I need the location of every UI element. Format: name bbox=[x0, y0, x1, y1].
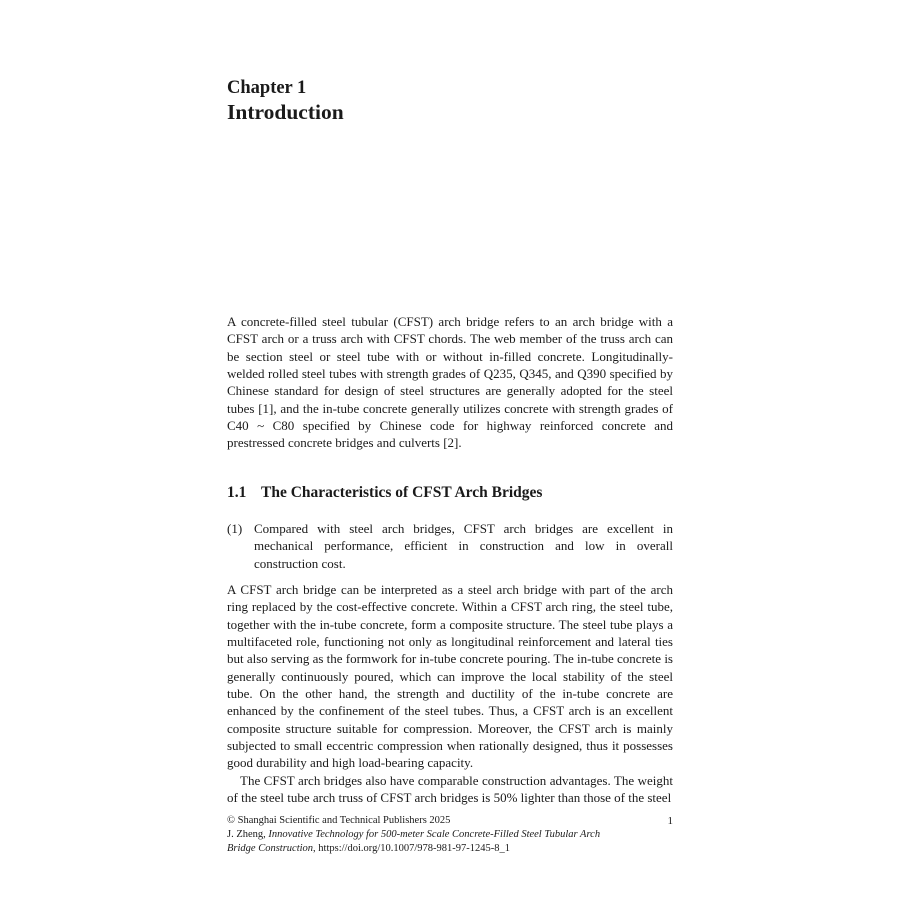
body-paragraph: The CFST arch bridges also have comparable construction advantages. The weight of the steel tube arch truss of CFST arch bridges is 50% lighter than those of the steel bbox=[227, 772, 673, 806]
list-item bbox=[227, 520, 673, 572]
citation-author: J. Zheng, bbox=[227, 829, 266, 840]
citation bbox=[227, 828, 627, 856]
chapter-title: Introduction bbox=[227, 100, 344, 124]
page-number: 1 bbox=[667, 815, 673, 827]
list-item-text: Compared with steel arch bridges, CFST arch bridges are excellent in mechanical performance, efficient in construction and low in overall construction cost. bbox=[254, 521, 673, 571]
section-number: 1.1 bbox=[227, 484, 247, 501]
citation-book-title: Innovative Technology for 500-meter Scale Concrete-Filled Steel Tubular Arch Bridge Construction bbox=[227, 829, 601, 854]
intro-paragraph: A concrete-filled steel tubular (CFST) arch bridge refers to an arch bridge with a CFST arch or a truss arch with CFST chords. The web member of the truss arch can be section steel or steel tube with or without in-filled concrete. Longitudinally-welded rolled steel tubes with strength grades of Q235, Q345, and Q390 specified by Chinese standard for design of steel structures are generally adopted for the steel tubes [1], and the in-tube concrete generally utilizes concrete with strength grades of C40 ~ C80 specified by Chinese code for highway reinforced concrete and prestressed concrete bridges and culverts [2]. bbox=[227, 314, 673, 451]
body-text bbox=[227, 581, 673, 806]
copyright-notice: © Shanghai Scientific and Technical Publishers 2025 bbox=[227, 815, 451, 826]
section-title: The Characteristics of CFST Arch Bridges bbox=[261, 484, 543, 501]
body-paragraph: A CFST arch bridge can be interpreted as a steel arch bridge with part of the arch ring replaced by the cost-effective concrete. Within a CFST arch ring, the steel tube, together with the in-tube concrete, form a composite structure. The steel tube plays a multifaceted role, functioning not only as longitudinal reinforcement and lateral ties but also serving as the formwork for in-tube concrete pouring. The in-tube concrete is generally continuously poured, which can improve the local stability of the steel tube. On the other hand, the strength and ductility of the in-tube concrete are enhanced by the confinement of the steel tubes. Thus, a CFST arch is an excellent composite structure suitable for compression. Moreover, the CFST arch is mainly subjected to small eccentric compression when rationally designed, thus it possesses good durability and high load-bearing capacity. bbox=[227, 582, 673, 771]
section-heading bbox=[227, 483, 542, 502]
chapter-label: Chapter 1 bbox=[227, 78, 307, 98]
list-marker: (1) bbox=[227, 521, 243, 536]
citation-doi-link[interactable]: , https://doi.org/10.1007/978-981-97-1245-8_1 bbox=[313, 843, 511, 854]
page-footer bbox=[227, 814, 673, 856]
